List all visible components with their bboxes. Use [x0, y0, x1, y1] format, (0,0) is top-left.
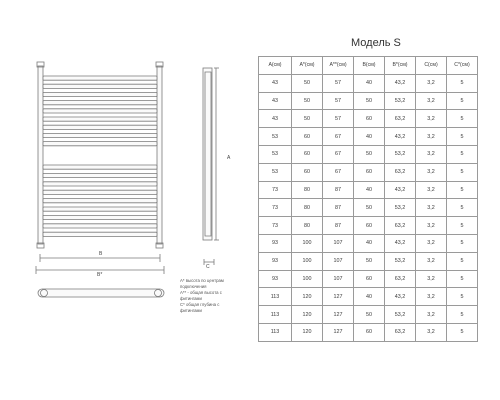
table-cell: 120 — [292, 306, 323, 324]
side-view — [203, 68, 219, 265]
table-cell: 60 — [354, 163, 385, 181]
table-cell: 53,2 — [385, 199, 416, 217]
table-cell: 100 — [292, 252, 323, 270]
table-cell: 120 — [292, 323, 323, 341]
table-cell: 53,2 — [385, 145, 416, 163]
table-cell: 107 — [323, 234, 354, 252]
table-cell: 107 — [323, 270, 354, 288]
crossbar — [43, 92, 157, 96]
table-cell: 53,2 — [385, 252, 416, 270]
table-cell: 5 — [447, 110, 478, 128]
table-row — [259, 234, 478, 252]
table-cell: 3,2 — [416, 306, 447, 324]
table-cell: 3,2 — [416, 74, 447, 92]
table-cell: 127 — [323, 323, 354, 341]
note-line: C* общая глубина с — [180, 302, 220, 307]
table-cell: 40 — [354, 288, 385, 306]
crossbar — [43, 182, 157, 186]
table-cell: 43,2 — [385, 128, 416, 146]
table-cell: 50 — [354, 252, 385, 270]
table-cell: 60 — [354, 270, 385, 288]
crossbar — [43, 199, 157, 203]
table-cell: 87 — [323, 199, 354, 217]
note-line: подключения — [180, 284, 207, 289]
table-cell: 50 — [292, 110, 323, 128]
table-cell: 40 — [354, 234, 385, 252]
table-cell: 57 — [323, 74, 354, 92]
table-row — [259, 181, 478, 199]
table-cell: 80 — [292, 181, 323, 199]
crossbar — [43, 142, 157, 146]
crossbar — [43, 165, 157, 169]
table-cell: 3,2 — [416, 217, 447, 235]
table-cell: 43,2 — [385, 74, 416, 92]
table-cell: 120 — [292, 288, 323, 306]
table-cell: 67 — [323, 128, 354, 146]
table-cell: 43 — [259, 74, 292, 92]
table-cell: 50 — [292, 74, 323, 92]
table-cell: 50 — [354, 92, 385, 110]
dimension-notes — [180, 278, 260, 314]
table-cell: 60 — [292, 145, 323, 163]
table-cell: 5 — [447, 234, 478, 252]
table-row — [259, 145, 478, 163]
specification-table — [258, 56, 478, 342]
model-title: Модель S — [351, 37, 401, 49]
table-cell: 3,2 — [416, 234, 447, 252]
table-cell: 5 — [447, 252, 478, 270]
note-line: фитингами — [180, 308, 202, 313]
table-cell: 113 — [259, 323, 292, 341]
table-cell: 5 — [447, 74, 478, 92]
table-cell: 60 — [292, 163, 323, 181]
table-cell: 5 — [447, 288, 478, 306]
table-cell: 43,2 — [385, 288, 416, 306]
table-cell: 57 — [323, 110, 354, 128]
crossbar — [43, 133, 157, 137]
table-cell: 127 — [323, 306, 354, 324]
width-label: B — [99, 251, 103, 257]
table-cell: 50 — [354, 306, 385, 324]
table-cell: 113 — [259, 288, 292, 306]
depth-label: C — [206, 264, 210, 270]
table-header-row — [259, 57, 478, 75]
table-cell: 3,2 — [416, 199, 447, 217]
table-cell: 63,2 — [385, 163, 416, 181]
table-cell: 100 — [292, 270, 323, 288]
table-cell: 40 — [354, 128, 385, 146]
table-cell: 127 — [323, 288, 354, 306]
table-cell: 5 — [447, 145, 478, 163]
table-cell: 43 — [259, 110, 292, 128]
column-header: C*(см) — [447, 57, 478, 75]
table-cell: 5 — [447, 217, 478, 235]
crossbar — [43, 76, 157, 80]
table-row — [259, 323, 478, 341]
table-cell: 3,2 — [416, 145, 447, 163]
table-cell: 3,2 — [416, 252, 447, 270]
table-cell: 73 — [259, 181, 292, 199]
table-row — [259, 217, 478, 235]
height-label: A — [227, 155, 231, 161]
column-header: A**(см) — [323, 57, 354, 75]
table-cell: 53 — [259, 145, 292, 163]
table-cell: 60 — [354, 217, 385, 235]
crossbar — [43, 224, 157, 228]
table-cell: 3,2 — [416, 163, 447, 181]
table-cell: 3,2 — [416, 181, 447, 199]
table-cell: 40 — [354, 181, 385, 199]
table-row — [259, 128, 478, 146]
table-row — [259, 163, 478, 181]
table-cell: 107 — [323, 252, 354, 270]
table-cell: 63,2 — [385, 270, 416, 288]
crossbar — [43, 101, 157, 105]
column-header: B(см) — [354, 57, 385, 75]
table-row — [259, 306, 478, 324]
column-header: C(см) — [416, 57, 447, 75]
table-cell: 3,2 — [416, 288, 447, 306]
table-cell: 5 — [447, 92, 478, 110]
table-row — [259, 92, 478, 110]
table-cell: 5 — [447, 128, 478, 146]
table-cell: 43,2 — [385, 181, 416, 199]
table-cell: 5 — [447, 323, 478, 341]
radiator-crossbars — [43, 76, 157, 236]
table-cell: 50 — [354, 199, 385, 217]
table-cell: 5 — [447, 306, 478, 324]
crossbar — [43, 232, 157, 236]
table-cell: 3,2 — [416, 128, 447, 146]
table-cell: 53,2 — [385, 306, 416, 324]
note-line: фитингами — [180, 296, 202, 301]
table-row — [259, 74, 478, 92]
column-header: B*(см) — [385, 57, 416, 75]
overall-width-label: B* — [97, 272, 103, 278]
table-cell: 93 — [259, 252, 292, 270]
table-cell: 43,2 — [385, 234, 416, 252]
table-cell: 60 — [354, 323, 385, 341]
table-row — [259, 199, 478, 217]
table-cell: 5 — [447, 181, 478, 199]
table-cell: 73 — [259, 217, 292, 235]
table-cell: 60 — [354, 110, 385, 128]
table-cell: 80 — [292, 199, 323, 217]
table-cell: 5 — [447, 199, 478, 217]
front-view — [37, 62, 163, 248]
crossbar — [43, 173, 157, 177]
table-cell: 3,2 — [416, 270, 447, 288]
column-header: A*(см) — [292, 57, 323, 75]
table-cell: 3,2 — [416, 110, 447, 128]
table-row — [259, 270, 478, 288]
crossbar — [43, 84, 157, 88]
width-dimension — [36, 254, 164, 274]
table-cell: 53,2 — [385, 92, 416, 110]
table-cell: 63,2 — [385, 217, 416, 235]
column-header: A(см) — [259, 57, 292, 75]
top-view — [38, 289, 164, 297]
note-line: A** - общая высота с — [180, 290, 222, 295]
table-cell: 63,2 — [385, 110, 416, 128]
table-cell: 93 — [259, 234, 292, 252]
table-cell: 40 — [354, 74, 385, 92]
table-cell: 43 — [259, 92, 292, 110]
table-cell: 87 — [323, 217, 354, 235]
crossbar — [43, 207, 157, 211]
note-line: A* высота по центрам — [180, 278, 224, 283]
table-cell: 63,2 — [385, 323, 416, 341]
table-cell: 67 — [323, 163, 354, 181]
table-cell: 5 — [447, 270, 478, 288]
table-cell: 87 — [323, 181, 354, 199]
crossbar — [43, 215, 157, 219]
table-cell: 3,2 — [416, 323, 447, 341]
table-cell: 5 — [447, 163, 478, 181]
table-row — [259, 288, 478, 306]
table-cell: 50 — [354, 145, 385, 163]
table-cell: 3,2 — [416, 92, 447, 110]
table-cell: 113 — [259, 306, 292, 324]
table-cell: 57 — [323, 92, 354, 110]
table-row — [259, 252, 478, 270]
table-cell: 60 — [292, 128, 323, 146]
table-cell: 50 — [292, 92, 323, 110]
table-cell: 93 — [259, 270, 292, 288]
table-cell: 73 — [259, 199, 292, 217]
crossbar — [43, 109, 157, 113]
table-cell: 53 — [259, 128, 292, 146]
table-row — [259, 110, 478, 128]
table-cell: 100 — [292, 234, 323, 252]
crossbar — [43, 125, 157, 129]
table-cell: 67 — [323, 145, 354, 163]
crossbar — [43, 117, 157, 121]
table-cell: 80 — [292, 217, 323, 235]
table-cell: 53 — [259, 163, 292, 181]
crossbar — [43, 190, 157, 194]
